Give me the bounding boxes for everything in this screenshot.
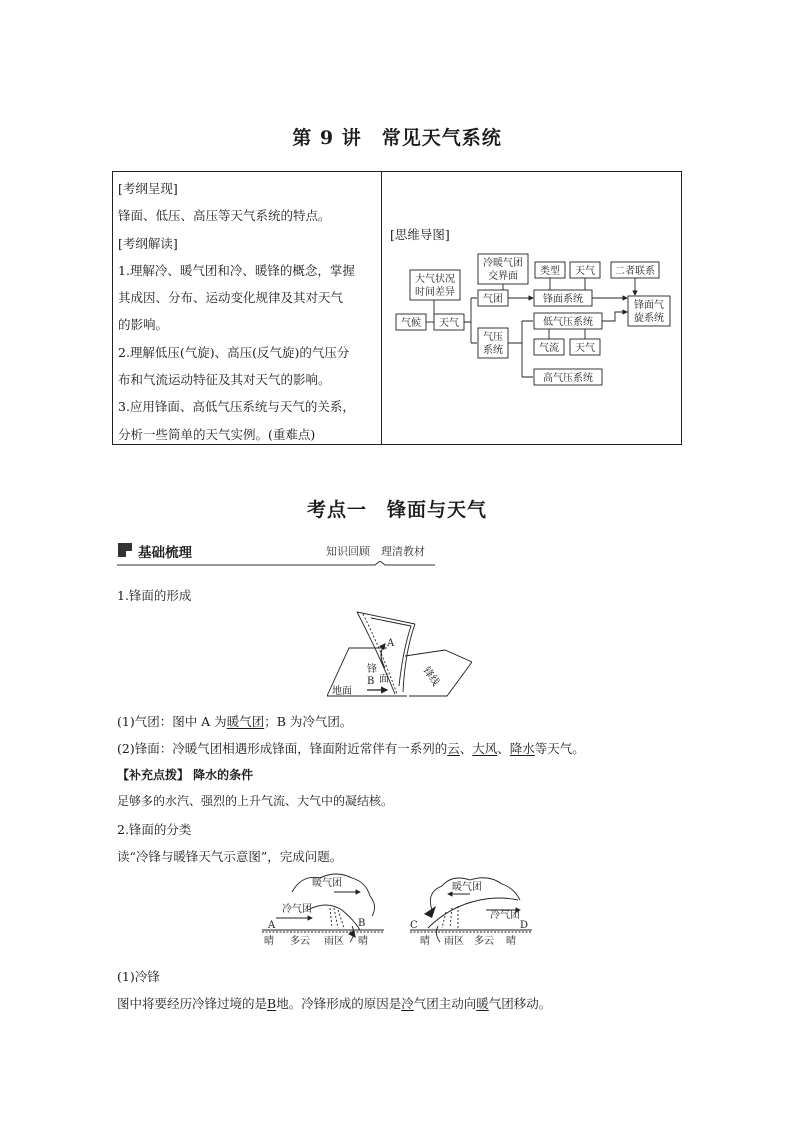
warm-diagram-weather: 雨区 bbox=[444, 936, 464, 947]
syllabus-line: [考纲解读] bbox=[118, 235, 178, 251]
cold-front-diagram bbox=[262, 870, 384, 950]
cold-diagram-weather: 多云 bbox=[290, 936, 310, 947]
syllabus-line: 锋面、低压、高压等天气系统的特点。 bbox=[118, 208, 331, 224]
mindmap-text: 天气 bbox=[575, 266, 595, 277]
syllabus-line: 分析一些简单的天气实例。(重难点) bbox=[118, 426, 316, 442]
supplement-text: 足够多的水汽、强烈的上升气流、大气中的凝结核。 bbox=[117, 794, 394, 808]
syllabus-cell bbox=[113, 172, 382, 444]
warm-diagram-warm-mass: 暖气团 bbox=[452, 882, 482, 893]
mindmap-text: 交界面 bbox=[488, 271, 518, 282]
mindmap-text: 冷暖气团 bbox=[483, 258, 523, 269]
diagram-ground: 地面 bbox=[332, 686, 352, 697]
mindmap-text: 天气 bbox=[439, 318, 459, 329]
supplement-title: 【补充点拨】 降水的条件 bbox=[117, 768, 254, 782]
basics-subtitle: 知识回顾 理清教材 bbox=[326, 545, 425, 558]
answer-underline: 暖 bbox=[476, 996, 489, 1011]
warm-diagram-label-c: C bbox=[410, 920, 418, 931]
mindmap-text: 锋面系统 bbox=[543, 294, 583, 305]
instruction-text: 读“冷锋与暖锋天气示意图”，完成问题。 bbox=[117, 849, 343, 864]
warm-diagram-cold-mass: 冷气团 bbox=[490, 910, 520, 921]
syllabus-line: 3.应用锋面、高低气压系统与天气的关系， bbox=[118, 399, 355, 415]
section-title: 考点一 锋面与天气 bbox=[306, 499, 487, 521]
warm-diagram-weather: 晴 bbox=[420, 936, 430, 947]
heading-cold-front: (1)冷锋 bbox=[117, 969, 160, 984]
mindmap-text: 类型 bbox=[540, 266, 560, 277]
warm-diagram-weather: 晴 bbox=[506, 936, 516, 947]
mindmap-cell bbox=[382, 172, 681, 444]
answer-underline: 大风 bbox=[472, 741, 498, 756]
cold-diagram-label-a: A bbox=[268, 920, 276, 931]
mindmap-text: 气压 bbox=[483, 332, 503, 343]
cold-diagram-label-b: B bbox=[358, 918, 366, 929]
mindmap-text: 大气状况 bbox=[415, 274, 455, 285]
answer-underline: 冷 bbox=[401, 996, 414, 1011]
mindmap-text: 高气压系统 bbox=[543, 373, 593, 384]
answer-underline: 降水 bbox=[509, 741, 535, 756]
mindmap-label: [思维导图] bbox=[390, 227, 450, 242]
mindmap-text: 二者联系 bbox=[615, 266, 655, 277]
basics-title: 基础梳理 bbox=[138, 545, 192, 561]
mindmap-text: 气流 bbox=[539, 343, 559, 354]
diagram-front-char: 面 bbox=[379, 674, 389, 685]
mindmap-text: 低气压系统 bbox=[543, 317, 593, 328]
mindmap-text: 气候 bbox=[401, 318, 421, 329]
syllabus-line: 2.理解低压(气旋)、高压(反气旋)的气压分 bbox=[118, 344, 350, 360]
front-formation-diagram bbox=[327, 610, 472, 700]
cold-diagram-weather: 晴 bbox=[264, 936, 274, 947]
mindmap-diagram bbox=[382, 172, 681, 444]
mindmap-text: 时间差异 bbox=[415, 287, 455, 298]
syllabus-line: [考纲呈现] bbox=[118, 181, 178, 196]
warm-diagram-weather: 多云 bbox=[474, 936, 494, 947]
section-square-icon bbox=[118, 543, 132, 557]
diagram-label-a: A bbox=[387, 638, 395, 649]
warm-diagram-label-d: D bbox=[520, 920, 529, 931]
syllabus-line: 1.理解冷、暖气团和冷、暖锋的概念，掌握 bbox=[118, 262, 355, 278]
paragraph-cold-front: 图中将要经历冷锋过境的是B地。冷锋形成的原因是冷气团主动向暖气团移动。 bbox=[117, 996, 552, 1011]
diagram-label-b: B bbox=[367, 676, 375, 687]
cold-diagram-weather: 晴 bbox=[358, 936, 368, 947]
syllabus-line: 布和气流运动特征及其对天气的影响。 bbox=[118, 372, 331, 388]
answer-underline: 云 bbox=[447, 741, 460, 756]
diagram-front-line: 锋线 bbox=[420, 665, 442, 689]
heading-front-formation: 1.锋面的形成 bbox=[117, 588, 192, 603]
syllabus-table bbox=[112, 171, 682, 445]
mindmap-text: 系统 bbox=[483, 345, 503, 356]
cold-diagram-weather: 雨区 bbox=[324, 936, 344, 947]
diagram-front-char: 锋 bbox=[367, 664, 377, 675]
answer-underline: 暖气团 bbox=[226, 714, 265, 729]
paragraph-front: (2)锋面：冷暖气团相遇形成锋面，锋面附近常伴有一系列的云、大风、降水等天气。 bbox=[117, 741, 585, 756]
basics-header bbox=[117, 541, 435, 567]
cold-diagram-cold-mass: 冷气团 bbox=[282, 904, 312, 915]
heading-front-classification: 2.锋面的分类 bbox=[117, 822, 192, 837]
cold-diagram-warm-mass: 暖气团 bbox=[312, 878, 342, 889]
warm-front-diagram bbox=[410, 870, 532, 950]
mindmap-text: 天气 bbox=[575, 343, 595, 354]
header-underline bbox=[117, 561, 435, 569]
mindmap-text: 锋面气 bbox=[634, 300, 664, 311]
syllabus-line: 其成因、分布、运动变化规律及其对天气 bbox=[118, 290, 344, 306]
paragraph-air-mass: (1)气团：图中 A 为暖气团；B 为冷气团。 bbox=[117, 714, 353, 729]
mindmap-text: 气团 bbox=[483, 294, 503, 305]
answer-underline: B bbox=[267, 996, 277, 1011]
mindmap-text: 旋系统 bbox=[634, 313, 664, 324]
page-title: 第 9 讲 常见天气系统 bbox=[292, 127, 502, 149]
syllabus-line: 的影响。 bbox=[118, 317, 169, 333]
